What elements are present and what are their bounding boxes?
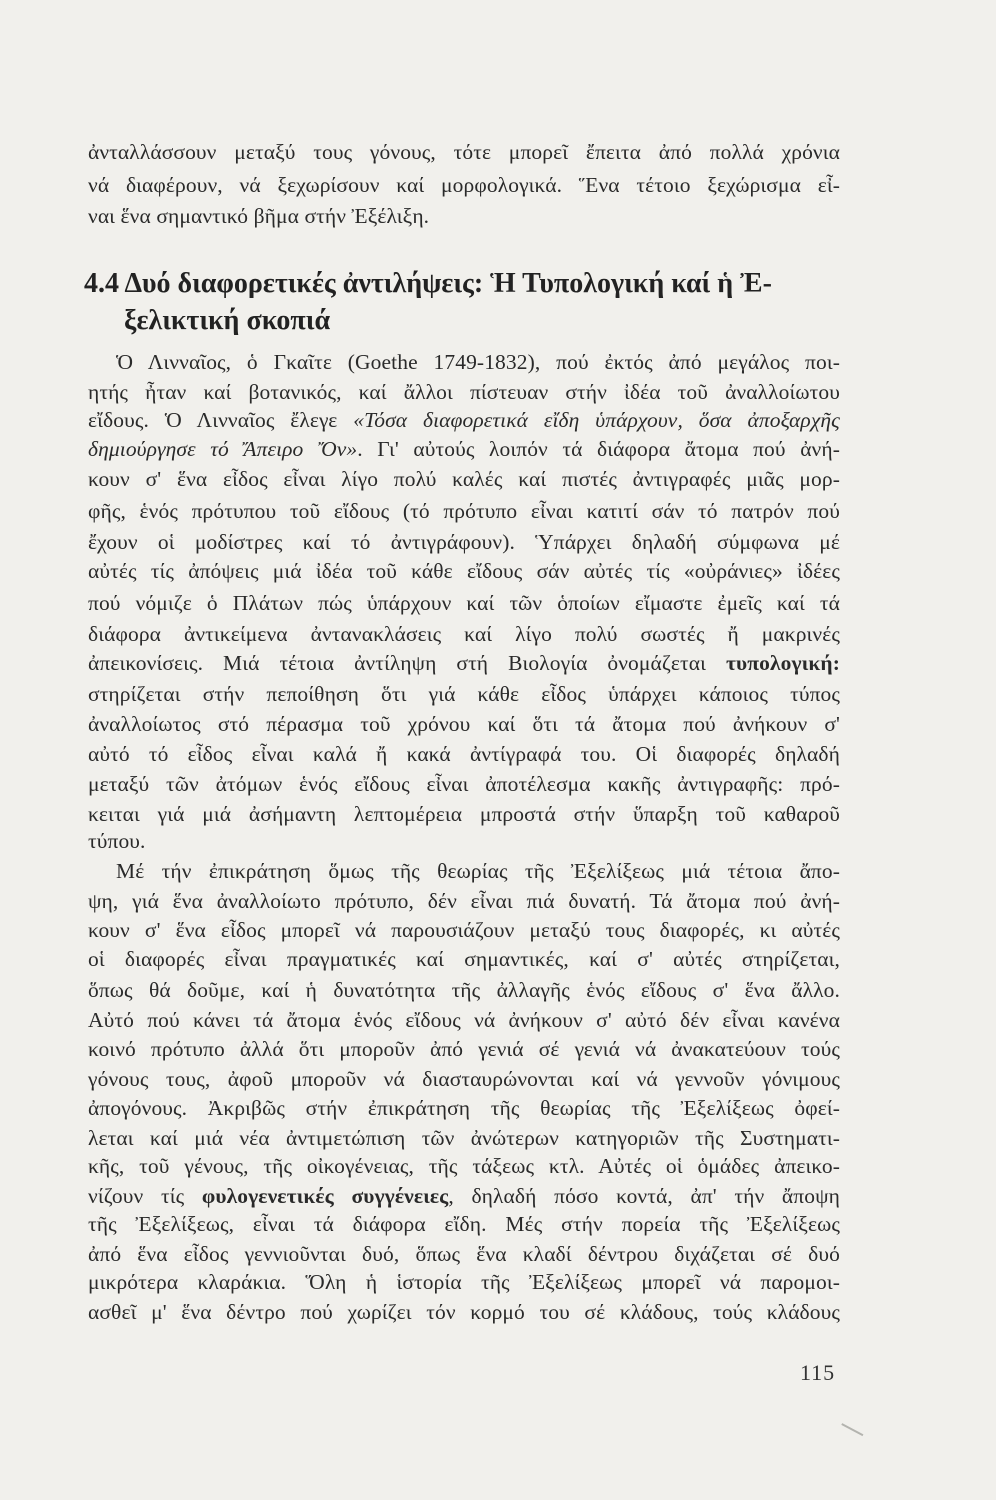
- text-line: Μέ τήν ἐπικράτηση ὅμως τῆς θεωρίας τῆς Ἐξελίξεως μιά τέτοια ἄπο-: [116, 859, 840, 883]
- text-line: ἀναλλοίωτος στό πέρασμα τοῦ χρόνου καί ὅτι τά ἄτομα πού ἀνήκουν σ': [88, 712, 840, 736]
- section-heading: [84, 266, 772, 302]
- text-line: πού νόμιζε ὁ Πλάτων πώς ὑπάρχουν καί τῶν ὁποίων εἴμαστε ἐμεῖς καί τά: [88, 591, 840, 615]
- text-line: κῆς, τοῦ γένους, τῆς οἰκογένειας, τῆς τάξεως κτλ. Αὐτές οἱ ὁμάδες ἀπεικο-: [88, 1154, 840, 1178]
- text-line: τῆς Ἐξελίξεως, εἶναι τά διάφορα εἴδη. Μές στήν πορεία τῆς Ἐξελίξεως: [88, 1212, 840, 1236]
- text-line: κοινό πρότυπο ἀλλά ὅτι μποροῦν ἀπό γενιά σέ γενιά νά ἀνακατεύουν τούς: [88, 1037, 840, 1061]
- text-line: κουν σ' ἕνα εἶδος εἶναι λίγο πολύ καλές καί πιστές ἀντιγραφές μιᾶς μορ-: [88, 467, 840, 491]
- bold-term: φυλογενετικές συγγένειες: [201, 1184, 449, 1208]
- italic-quote: «Τόσα διαφορετικά εἴδη ὑπάρχουν, ὅσα ἀποξαρχῆς: [353, 408, 840, 432]
- text-line: στηρίζεται στήν πεποίθηση ὅτι γιά κάθε εἶδος ὑπάρχει κάποιος τύπος: [88, 682, 840, 706]
- text-line: λεται καί μιά νέα ἀντιμετώπιση τῶν ἀνώτερων κατηγοριῶν τῆς Συστηματι-: [88, 1126, 840, 1150]
- text-line: ασθεῖ μ' ἕνα δέντρο πού χωρίζει τόν κορμό του σέ κλάδους, τούς κλάδους: [88, 1300, 840, 1324]
- section-title-line1: Δυό διαφορετικές ἀντιλήψεις: Ἡ Τυπολογική καί ἡ Ἐ-: [124, 268, 772, 299]
- text-line: διάφορα ἀντικείμενα ἀντανακλάσεις καί λίγο πολύ σωστές ἤ μακρινές: [88, 622, 840, 646]
- text-line: γόνους τους, ἀφοῦ μποροῦν νά διασταυρώνονται καί νά γεννοῦν γόνιμους: [88, 1067, 840, 1091]
- text-line: ἀνταλλάσσουν μεταξύ τους γόνους, τότε μπορεῖ ἔπειτα ἀπό πολλά χρόνια: [88, 140, 840, 164]
- text-line: νίζουν τίς φυλογενετικές συγγένειες, δηλαδή πόσο κοντά, ἀπ' τήν ἄποψη: [88, 1184, 840, 1208]
- page-edge-mark: [837, 1423, 864, 1445]
- page-number: 115: [800, 1360, 836, 1385]
- text-line: ἔχουν οἱ μοδίστρες καί τό ἀντιγράφουν). Ὑπάρχει δηλαδή σύμφωνα μέ: [88, 530, 840, 554]
- section-title-line2: ξελικτική σκοπιά: [124, 305, 331, 336]
- text-line: κουν σ' ἕνα εἶδος μπορεῖ νά παρουσιάζουν μεταξύ τους διαφορές, κι αὐτές: [88, 918, 840, 942]
- text-line: ἀπό ἕνα εἶδος γεννιοῦνται δυό, ὅπως ἕνα κλαδί δέντρου διχάζεται σέ δυό: [88, 1242, 840, 1266]
- text-line: μεταξύ τῶν ἀτόμων ἑνός εἴδους εἶναι ἀποτέλεσμα κακῆς ἀντιγραφῆς: πρό-: [88, 772, 840, 796]
- text-line: Ὁ Λινναῖος, ὁ Γκαῖτε (Goethe 1749-1832), πού ἐκτός ἀπό μεγάλος ποι-: [116, 350, 840, 374]
- text-line: νά διαφέρουν, νά ξεχωρίσουν καί μορφολογικά. Ἕνα τέτοιο ξεχώρισμα εἶ-: [88, 173, 840, 197]
- text-line: ὅπως θά δοῦμε, καί ἡ δυνατότητα τῆς ἀλλαγῆς ἑνός εἴδους σ' ἕνα ἄλλο.: [88, 978, 840, 1002]
- italic-quote: δημιούργησε τό Ἄπειρο Ὄν»: [88, 437, 358, 461]
- text-line: αὐτές τίς ἀπόψεις μιά ἰδέα τοῦ κάθε εἴδους σάν αὐτές τίς «οὐράνιες» ἰδέες: [88, 559, 840, 583]
- text-line: ψη, γιά ἕνα ἀναλλοίωτο πρότυπο, δέν εἶναι πιά δυνατή. Τά ἄτομα πού ἀνή-: [88, 889, 840, 913]
- text-line: κειται γιά μιά ἀσήμαντη λεπτομέρεια μπροστά στήν ὕπαρξη τοῦ καθαροῦ: [88, 802, 840, 826]
- text-line: δημιούργησε τό Ἄπειρο Ὄν». Γι' αὐτούς λοιπόν τά διάφορα ἄτομα πού ἀνή-: [88, 437, 840, 461]
- text-line: οἱ διαφορές εἶναι πραγματικές καί σημαντικές, καί σ' αὐτές στηρίζεται,: [88, 947, 840, 971]
- text-line: ναι ἕνα σημαντικό βῆμα στήν Ἐξέλιξη.: [88, 204, 430, 228]
- section-number: 4.4: [84, 268, 119, 299]
- text-line: μικρότερα κλαράκια. Ὅλη ἡ ἱστορία τῆς Ἐξελίξεως μπορεῖ νά παρομοι-: [88, 1270, 840, 1294]
- text-line: Αὐτό πού κάνει τά ἄτομα ἑνός εἴδους νά ἀνήκουν σ' αὐτό δέν εἶναι κανένα: [88, 1008, 840, 1032]
- text-line: εἴδους. Ὁ Λινναῖος ἔλεγε «Τόσα διαφορετικά εἴδη ὑπάρχουν, ὅσα ἀποξαρχῆς: [88, 408, 840, 432]
- text-line: ἀπεικονίσεις. Μιά τέτοια ἀντίληψη στή Βιολογία ὀνομάζεται τυπολογική:: [88, 651, 840, 675]
- text-line: φῆς, ἑνός πρότυπου τοῦ εἴδους (τό πρότυπο εἶναι κατιτί σάν τό πατρόν πού: [88, 499, 840, 523]
- text-line: ητής ἦταν καί βοτανικός, καί ἄλλοι πίστευαν στήν ἰδέα τοῦ ἀναλλοίωτου: [88, 380, 840, 404]
- text-line: αὐτό τό εἶδος εἶναι καλά ἤ κακά ἀντίγραφά του. Οἱ διαφορές δηλαδή: [88, 742, 840, 766]
- text-line: ἀπογόνους. Ἀκριβῶς στήν ἐπικράτηση τῆς θεωρίας τῆς Ἐξελίξεως ὀφεί-: [88, 1096, 840, 1120]
- bold-term: τυπολογική:: [725, 651, 840, 675]
- text-line: τύπου.: [88, 829, 146, 853]
